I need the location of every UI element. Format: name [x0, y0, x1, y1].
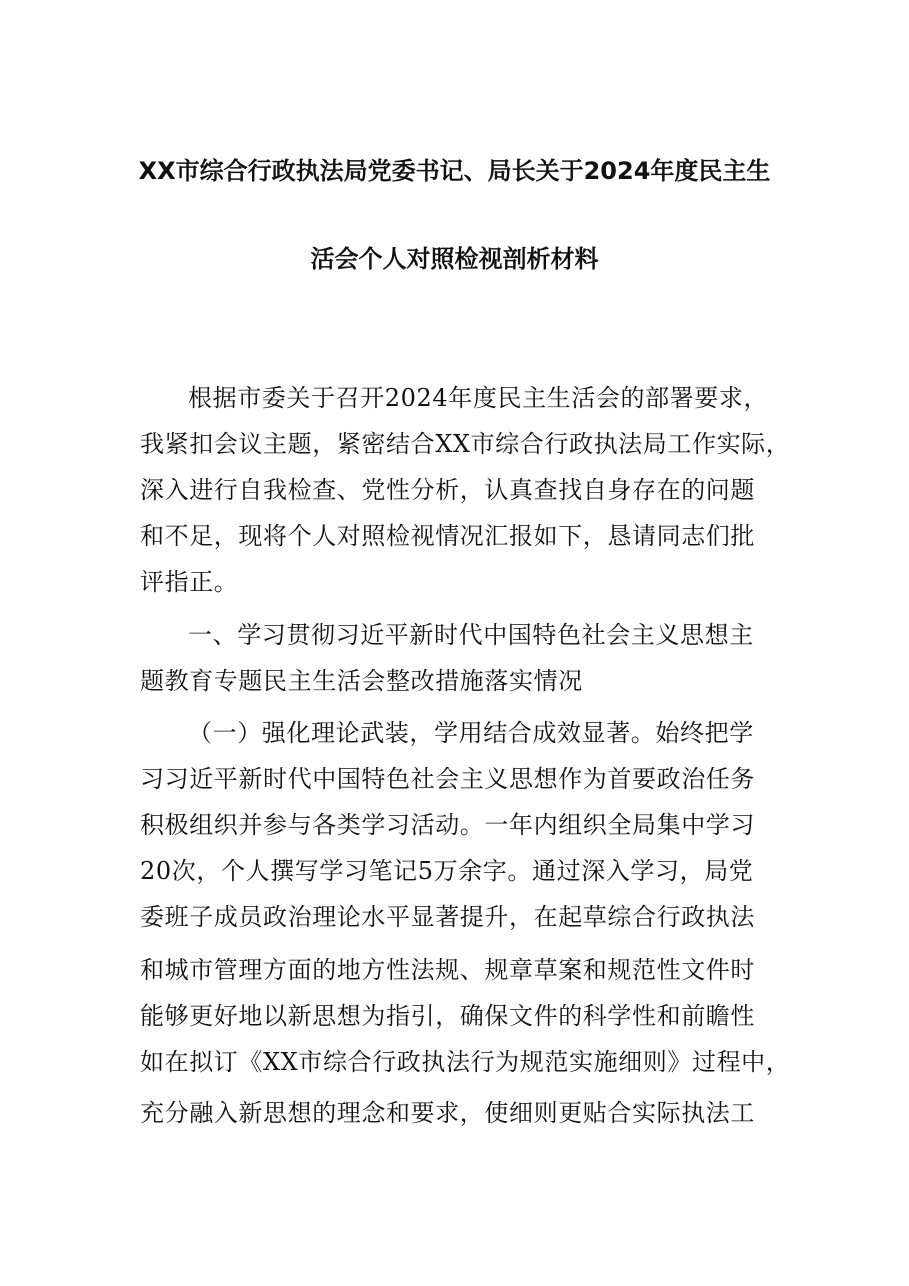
- section-heading-line: 一、学习贯彻习近平新时代中国特色社会主义思想主: [188, 621, 754, 649]
- body-text-line: 根据市委关于召开2024年度民主生活会的部署要求，: [188, 384, 769, 412]
- subsection-text-line: （一）强化理论武装，学用结合成效显著。始终把学: [188, 719, 754, 747]
- document-title-line-1: XX市综合行政执法局党委书记、局长关于2024年度民主生: [138, 157, 771, 185]
- body-text-line: 和不足，现将个人对照检视情况汇报如下，恳请同志们批: [140, 522, 755, 550]
- body-text-line: 和城市管理方面的地方性法规、规章草案和规范性文件时: [140, 956, 755, 984]
- body-text-line: 充分融入新思想的理念和要求，使细则更贴合实际执法工: [140, 1099, 755, 1127]
- body-text-line: 如在拟订《XX市综合行政执法行为规范实施细则》过程中，: [140, 1048, 791, 1076]
- body-text-line: 委班子成员政治理论水平显著提升，在起草综合行政执法: [140, 903, 755, 931]
- body-text-line: 深入进行自我检查、党性分析，认真查找自身存在的问题: [140, 476, 755, 504]
- document-title-line-2: 活会个人对照检视剖析材料: [310, 245, 599, 273]
- section-heading-line: 题教育专题民主生活会整改措施落实情况: [140, 667, 583, 695]
- body-text-line: 能够更好地以新思想为指引，确保文件的科学性和前瞻性: [140, 1002, 755, 1030]
- body-text-line: 积极组织并参与各类学习活动。一年内组织全局集中学习: [140, 811, 755, 839]
- body-text-line: 20次，个人撰写学习笔记5万余字。通过深入学习，局党: [140, 857, 754, 885]
- body-text-line: 我紧扣会议主题，紧密结合XX市综合行政执法局工作实际，: [140, 430, 791, 458]
- body-text-line: 评指正。: [140, 568, 239, 596]
- body-text-line: 习习近平新时代中国特色社会主义思想作为首要政治任务: [140, 765, 755, 793]
